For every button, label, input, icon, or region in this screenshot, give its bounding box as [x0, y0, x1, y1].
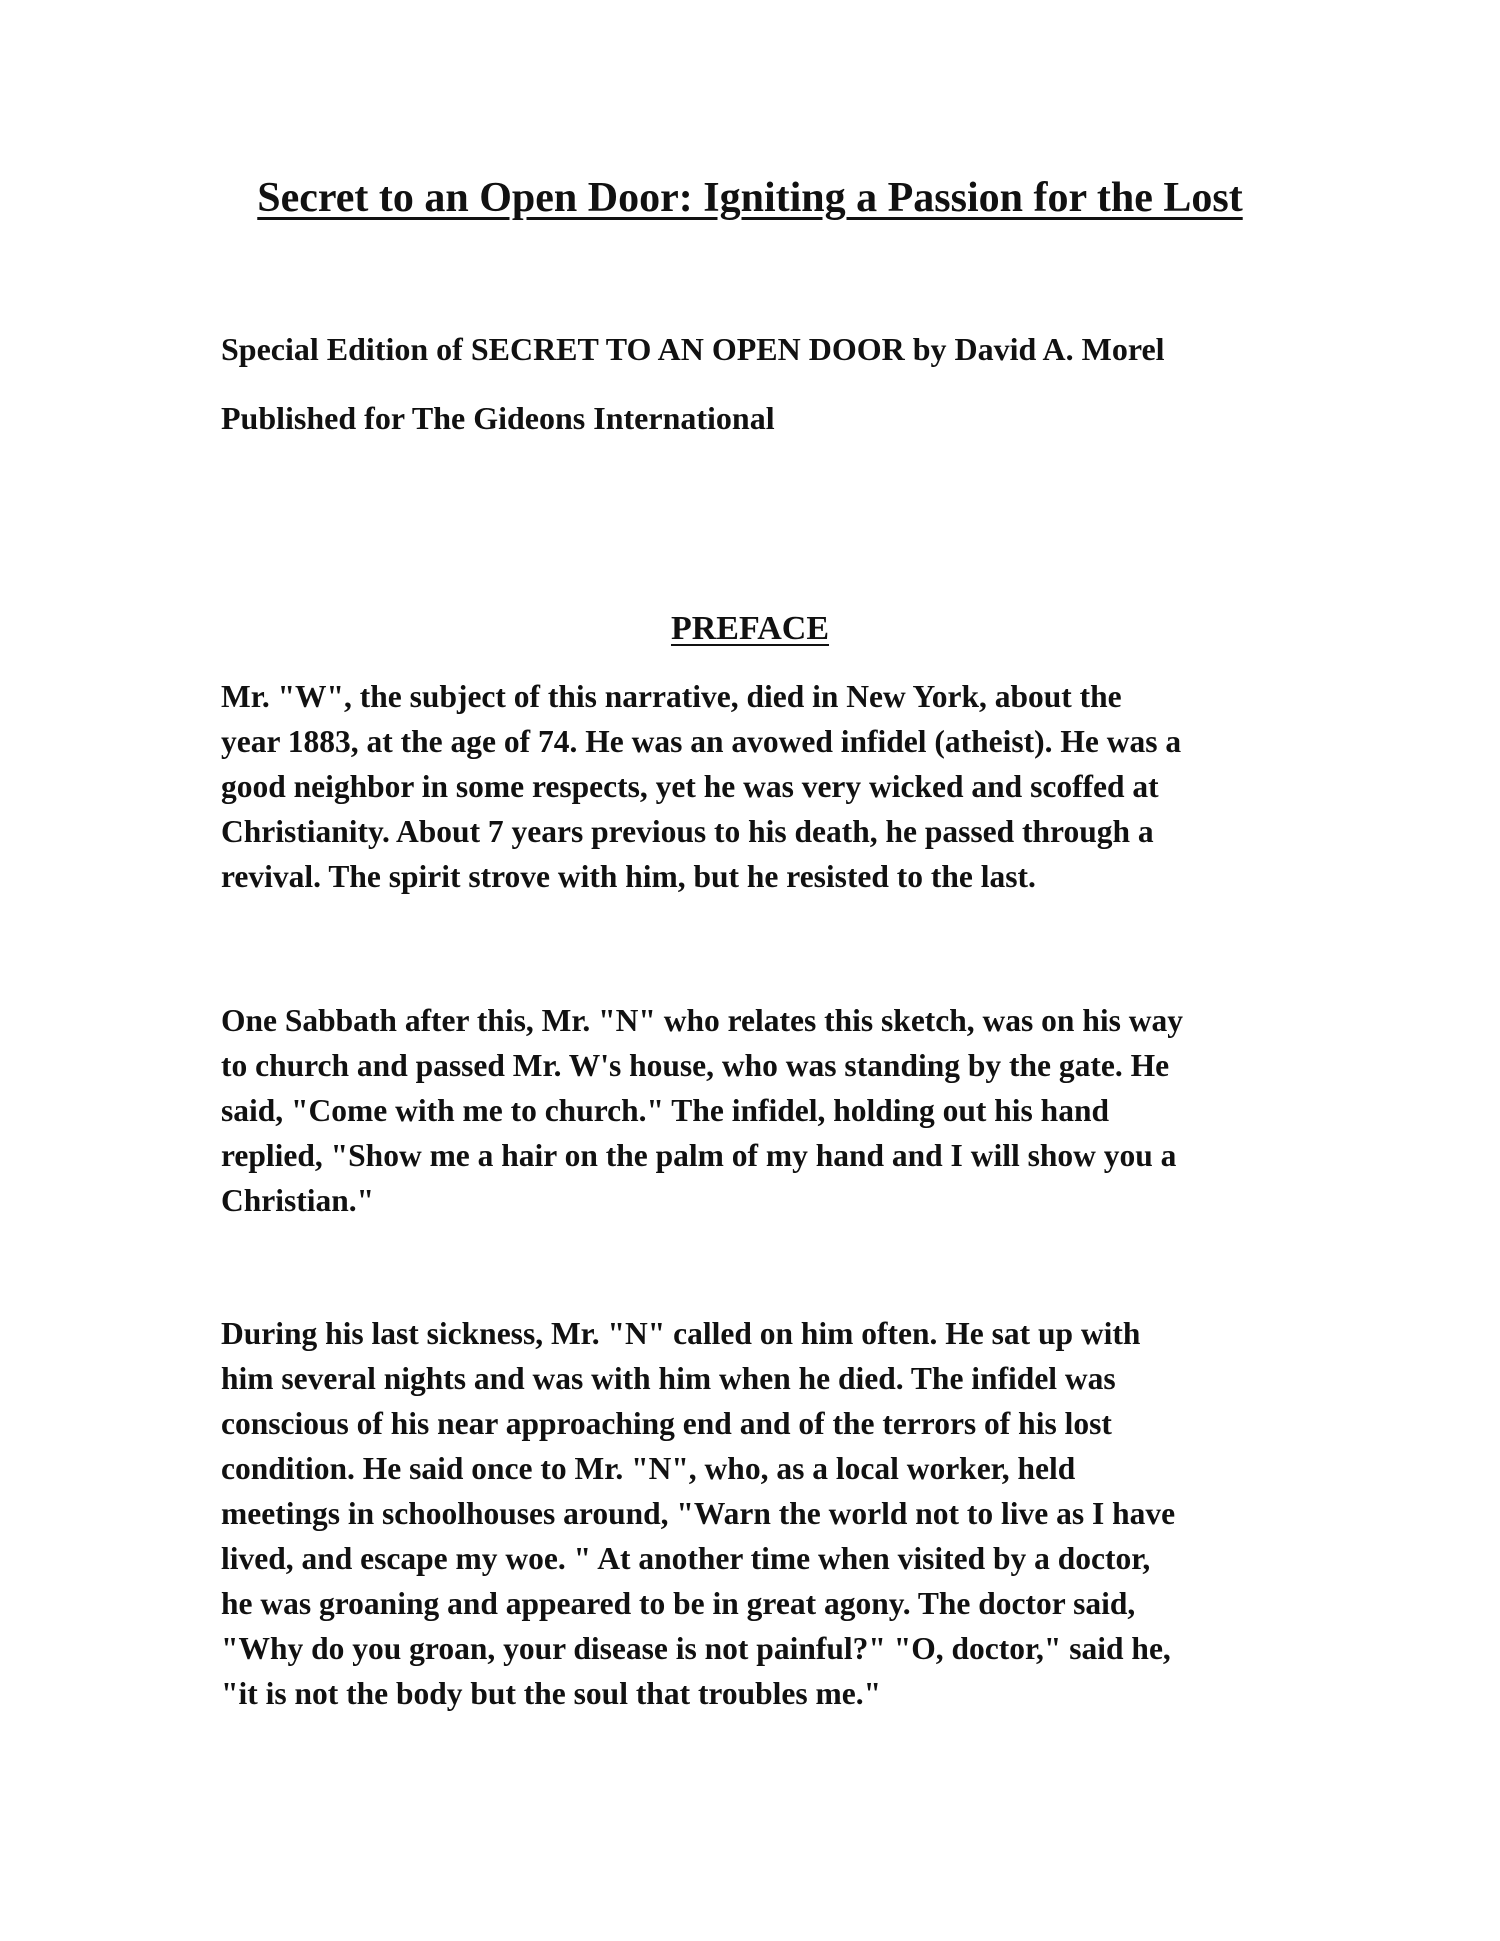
document-title-text: Secret to an Open Door: Igniting a Passion for the Lost [257, 175, 1243, 221]
paragraph-line: him several nights and was with him when he died. The infidel was [221, 1361, 1116, 1396]
edition-line: Special Edition of SECRET TO AN OPEN DOOR by David A. Morel [221, 331, 1165, 367]
paragraph-line: "Why do you groan, your disease is not painful?" "O, doctor," said he, [221, 1631, 1171, 1666]
paragraph-line: good neighbor in some respects, yet he was very wicked and scoffed at [221, 769, 1159, 804]
paragraph-line: year 1883, at the age of 74. He was an avowed infidel (atheist). He was a [221, 724, 1182, 759]
paragraph-line: Mr. "W", the subject of this narrative, died in New York, about the [221, 679, 1122, 714]
paragraph-line: One Sabbath after this, Mr. "N" who relates this sketch, was on his way [221, 1003, 1183, 1038]
paragraph-line: condition. He said once to Mr. "N", who, as a local worker, held [221, 1451, 1076, 1486]
paragraph-line: "it is not the body but the soul that troubles me." [221, 1676, 882, 1711]
paragraph-line: Christianity. About 7 years previous to his death, he passed through a [221, 814, 1154, 849]
paragraph-line: he was groaning and appeared to be in great agony. The doctor said, [221, 1586, 1136, 1621]
paragraph-2 [221, 998, 1301, 1223]
paragraph-line: meetings in schoolhouses around, "Warn the world not to live as I have [221, 1496, 1176, 1531]
publisher-line: Published for The Gideons International [221, 400, 775, 436]
paragraph-line: lived, and escape my woe. " At another time when visited by a doctor, [221, 1541, 1151, 1576]
paragraph-1 [221, 674, 1301, 899]
document-title [0, 172, 1500, 224]
paragraph-line: replied, "Show me a hair on the palm of my hand and I will show you a [221, 1138, 1177, 1173]
paragraph-line: to church and passed Mr. W's house, who was standing by the gate. He [221, 1048, 1170, 1083]
paragraph-line: During his last sickness, Mr. "N" called on him often. He sat up with [221, 1316, 1141, 1351]
paragraph-3 [221, 1311, 1301, 1716]
paragraph-line: conscious of his near approaching end and of the terrors of his lost [221, 1406, 1112, 1441]
paragraph-line: Christian." [221, 1183, 375, 1218]
preface-heading-text: PREFACE [670, 610, 830, 647]
paragraph-line: revival. The spirit strove with him, but he resisted to the last. [221, 859, 1036, 894]
preface-heading [0, 608, 1500, 650]
paragraph-line: said, "Come with me to church." The infidel, holding out his hand [221, 1093, 1109, 1128]
